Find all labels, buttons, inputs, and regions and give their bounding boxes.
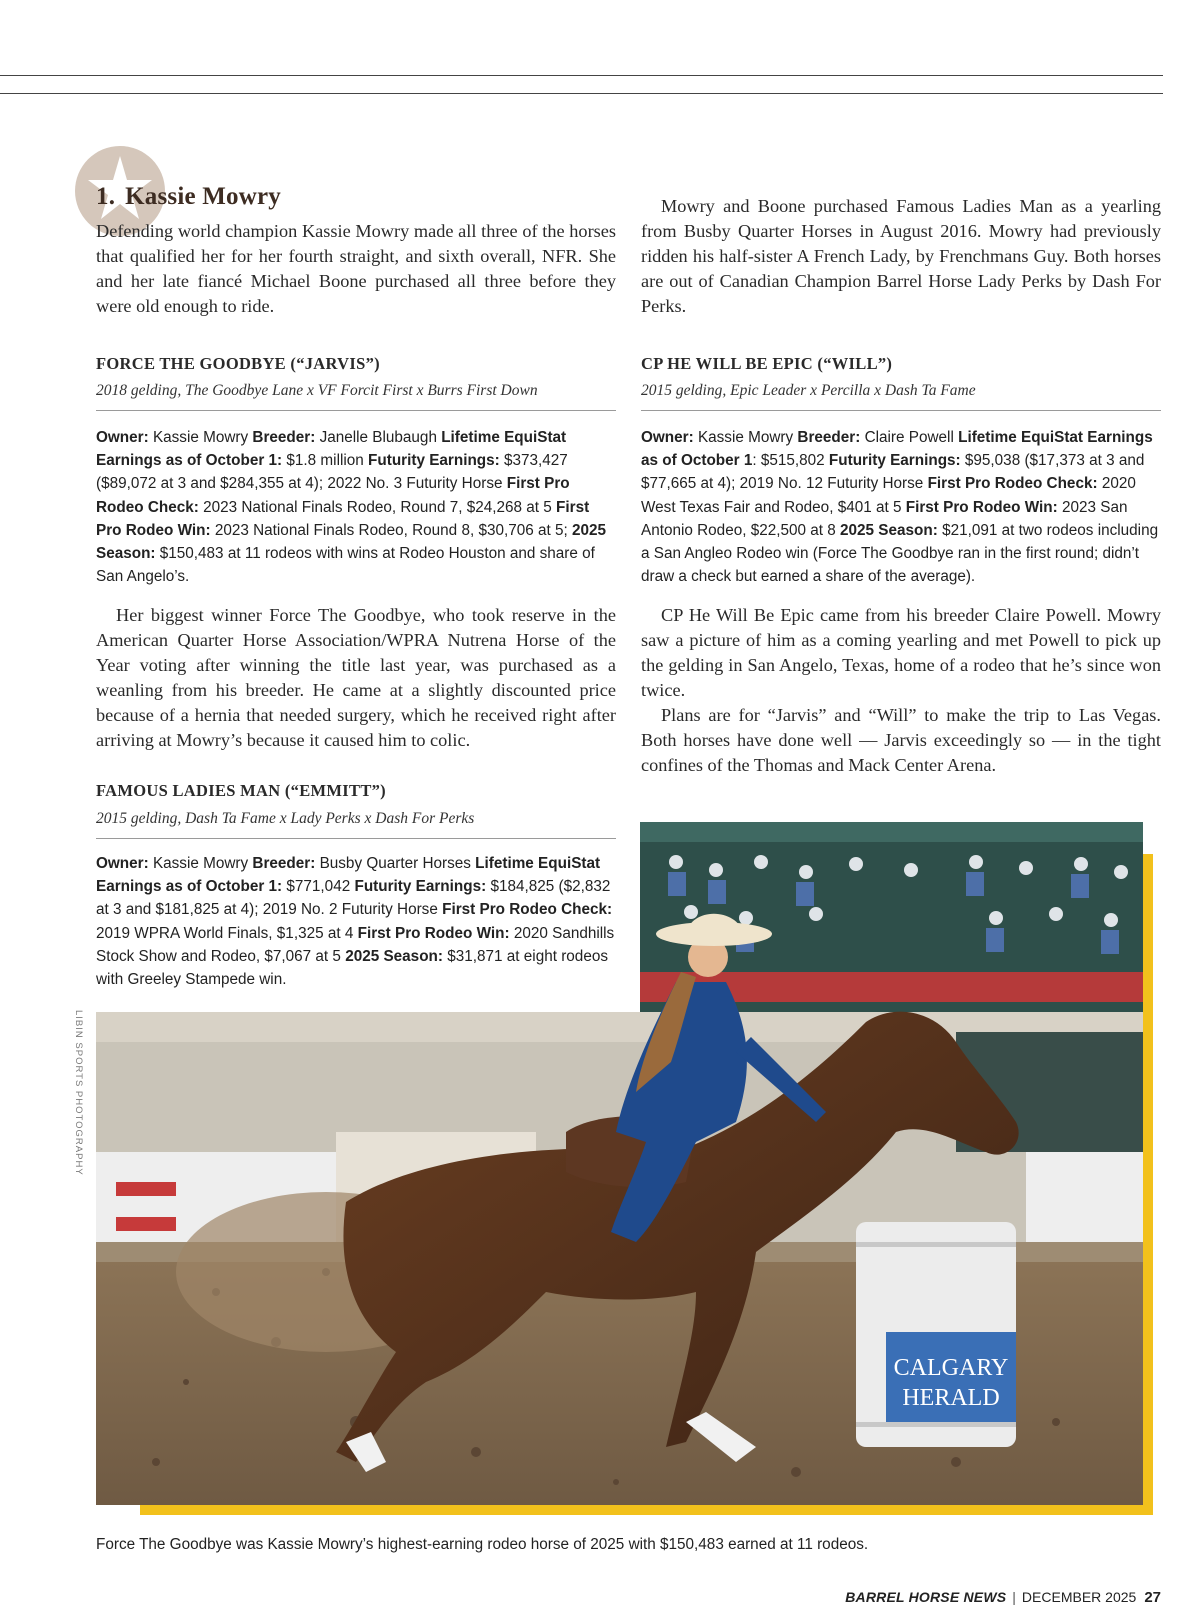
horse-name-will: CP HE WILL BE EPIC (“WILL”) — [641, 354, 893, 373]
plans-paragraph: Plans are for “Jarvis” and “Will” to make the trip to Las Vegas. Both horses have done well — Jarvis exceedingly so — in the tight confines of the Thomas and Mack Center Arena. — [641, 705, 1161, 775]
horse-name-jarvis: FORCE THE GOODBYE (“JARVIS”) — [96, 354, 380, 373]
horse-name-emmitt: FAMOUS LADIES MAN (“EMMITT”) — [96, 781, 386, 800]
jarvis-story-paragraph: Her biggest winner Force The Goodbye, who took reserve in the American Quarter Horse Association/WPRA Nutrena Horse of the Year voting after winning the title last year, was purchased as a weanling from his breeder. He came at a slightly discounted price because of a hernia that needed surgery, which he received right after arriving at Mowry’s because it caused him to colic. — [96, 605, 616, 750]
facts-jarvis: Owner: Kassie Mowry Breeder: Janelle Blubaugh Lifetime EquiStat Earnings as of October 1: $1.8 million Futurity Earnings: $373,427 ($89,072 at 3 and $284,355 at 4); 2022 No. 3 Futurity Horse First Pro Rodeo Check: 2023 National Finals Rodeo, Round 7, $24,268 at 5 First Pro Rodeo Win: 2023 National Finals Rodeo, Round 8, $30,706 at 5; 2025 Season: $150,483 at 11 rodeos with wins at Rodeo Houston and share of San Angelo’s. — [96, 429, 607, 586]
issue-date: DECEMBER 2025 — [1021, 1589, 1137, 1605]
horse-pedigree-will: 2015 gelding, Epic Leader x Percilla x Dash Ta Fame — [641, 382, 976, 399]
section-name: Kassie Mowry — [125, 183, 281, 210]
horse-pedigree-emmitt: 2015 gelding, Dash Ta Fame x Lady Perks x Dash For Perks — [96, 810, 475, 827]
intro-paragraph: Defending world champion Kassie Mowry made all three of the horses that qualified her for her fourth straight, and sixth overall, NFR. She and her late fiancé Michael Boone purchased all three before they were old enough to ride. — [96, 221, 616, 316]
page-number: 27 — [1144, 1589, 1161, 1606]
magazine-name: BARREL HORSE NEWS — [845, 1589, 1007, 1605]
accent-bar-horizontal — [140, 1505, 1153, 1515]
page-footer — [845, 1589, 1161, 1606]
divider — [96, 410, 616, 411]
accent-bar-vertical — [1143, 854, 1153, 1514]
barrel-text-1: CALGARY — [893, 1355, 1009, 1381]
right-intro-paragraph: Mowry and Boone purchased Famous Ladies Man as a yearling from Busby Quarter Horses in August 2016. Mowry had previously ridden his half-sister A French Lady, by Frenchmans Guy. Both horses are out of Canadian Champion Barrel Horse Lady Perks by Dash For Perks. — [641, 196, 1161, 316]
photo-caption: Force The Goodbye was Kassie Mowry’s highest-earning rodeo horse of 2025 with $150,483 earned at 11 rodeos. — [96, 1536, 869, 1553]
facts-emmitt: Owner: Kassie Mowry Breeder: Busby Quarter Horses Lifetime EquiStat Earnings as of October 1: $771,042 Futurity Earnings: $184,825 ($2,832 at 3 and $181,825 at 4); 2019 No. 2 Futurity Horse First Pro Rodeo Check: 2019 WPRA World Finals, $1,325 at 4 First Pro Rodeo Win: 2020 Sandhills Stock Show and Rodeo, $7,067 at 5 2025 Season: $31,871 at eight rodeos with Greeley Stampede win. — [96, 855, 615, 989]
will-story-paragraph: CP He Will Be Epic came from his breeder Claire Powell. Mowry saw a picture of him as a coming yearling and met Powell to pick up the gelding in San Angelo, Texas, home of a rodeo that he’s since won twice. — [641, 605, 1161, 700]
divider — [96, 838, 616, 839]
photo-credit: LIBIN SPORTS PHOTOGRAPHY — [73, 1010, 84, 1176]
top-rule — [0, 75, 1163, 76]
section-number: 1. — [96, 183, 116, 210]
horse-pedigree-jarvis: 2018 gelding, The Goodbye Lane x VF Forcit First x Burrs First Down — [96, 382, 538, 399]
footer-separator: | — [1012, 1589, 1016, 1605]
divider — [641, 410, 1161, 411]
second-rule — [0, 93, 1163, 94]
facts-will: Owner: Kassie Mowry Breeder: Claire Powell Lifetime EquiStat Earnings as of October 1: $515,802 Futurity Earnings: $95,038 ($17,373 at 3 and $77,665 at 4); 2019 No. 12 Futurity Horse First Pro Rodeo Check: 2020 West Texas Fair and Rodeo, $401 at 5 First Pro Rodeo Win: 2023 San Antonio Rodeo, $22,500 at 8 2025 Season: $21,091 at two rodeos including a San Angleo Rodeo win (Force The Goodbye ran in the first round; didn’t draw a check but earned a share of the average). — [641, 429, 1159, 586]
barrel-text-2: HERALD — [902, 1385, 1000, 1411]
section-title — [96, 183, 281, 211]
